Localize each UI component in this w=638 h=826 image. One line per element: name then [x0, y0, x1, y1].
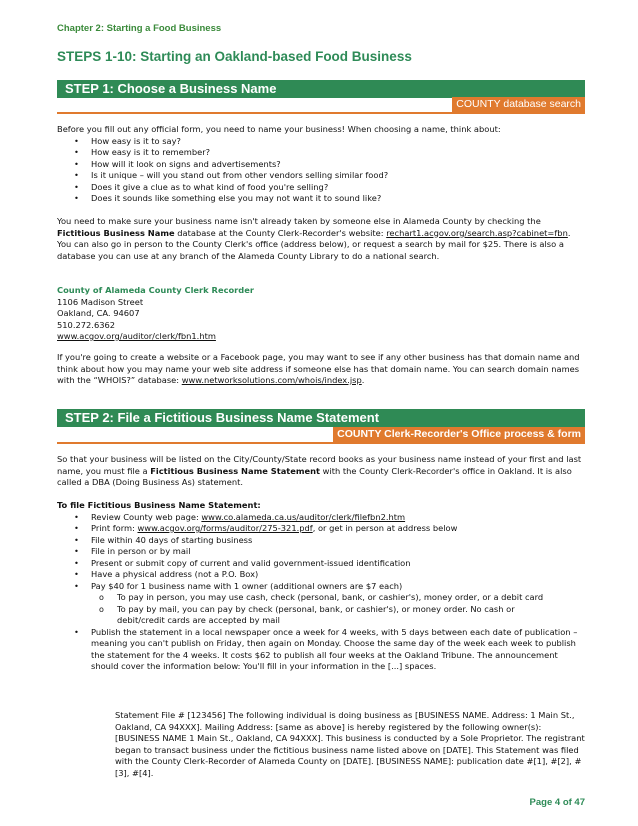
text: Review County web page:	[91, 511, 202, 522]
office-phone: 510.272.6362	[57, 319, 116, 330]
step1-divider	[57, 112, 585, 114]
text: with the County Clerk-Recorder's office in Oakland. It is also called a DBA (Doing Business As) statement.	[57, 465, 572, 487]
text-bold: Fictitious Business Name Statement	[150, 465, 321, 476]
to-file-label: To file Fictitious Business Name Statement:	[57, 500, 261, 510]
text: .	[361, 375, 365, 385]
list-item: • Publish the statement in a local newspaper once a week for 4 weeks, with 5 days between each date of publication – meaning you can't publish on Friday, then again on Monday. Choose the same day of the week each week to publish the statement for the 4 weeks. It costs $62 to publish all four weeks at the Oakland Tribune. The announcement should cover the information below: You'll fill in your information in the [...] spaces.	[57, 627, 581, 673]
page-number: Page 4 of 47	[529, 797, 585, 808]
page-title: STEPS 1-10: Starting an Oakland-based Food Business	[57, 49, 412, 64]
office-street: 1106 Madison Street	[57, 296, 144, 307]
list-item: • How easy is it to remember?	[57, 147, 587, 159]
list-item: • Present or submit copy of current and valid government-issued identification	[57, 558, 587, 570]
step1-tag: COUNTY database search	[452, 97, 585, 112]
filing-bullets	[57, 512, 587, 593]
publish-bullet	[57, 627, 587, 673]
list-item	[57, 523, 587, 535]
text: You need to make sure your business name isn't already taken by someone else in Alameda County by checking the	[57, 216, 541, 226]
text: If you're going to create a website or a Facebook page, you may want to see if any other business has that domain name and think about how you may name your web site address if someone else has that domain name. You can search domain names with the “WHOIS?” database:	[57, 352, 580, 385]
list-item: • Pay $40 for 1 business name with 1 owner (additional owners are $7 each)	[57, 581, 587, 593]
list-item: o To pay in person, you may use cash, check (personal, bank, or cashier's), money order, or a debit card	[57, 592, 545, 604]
step1-heading: STEP 1: Choose a Business Name	[57, 80, 585, 98]
print-form-link[interactable]: www.acgov.org/forms/auditor/275-321.pdf	[137, 523, 313, 533]
step2-divider	[57, 442, 585, 444]
step1-para3	[57, 352, 587, 387]
list-item	[57, 512, 587, 524]
list-item: • Does it sounds like something else you may not want it to sound like?	[57, 193, 587, 205]
chapter-header: Chapter 2: Starting a Food Business	[57, 23, 222, 34]
payment-subbullets	[57, 592, 587, 627]
text-bold: Fictitious Business Name	[57, 227, 175, 238]
step1-intro-block	[57, 124, 587, 205]
step1-para2	[57, 216, 587, 262]
step2-tag: COUNTY Clerk-Recorder's Office process & form	[333, 427, 585, 442]
county-webpage-link[interactable]: www.co.alameda.ca.us/auditor/clerk/filefbn2.htm	[201, 511, 406, 522]
list-item: • Is it unique – will you stand out from other vendors selling similar food?	[57, 170, 587, 182]
clerk-office-address	[57, 285, 587, 343]
list-item: • How will it look on signs and advertisements?	[57, 159, 587, 171]
list-item: • Does it give a clue as to what kind of food you're selling?	[57, 182, 587, 194]
step1-intro: Before you fill out any official form, you need to name your business! When choosing a name, think about:	[57, 124, 501, 134]
text: , or get in person at address below	[312, 523, 458, 533]
sample-statement	[57, 710, 637, 779]
list-item: • Have a physical address (not a P.O. Box)	[57, 569, 587, 581]
text: So that your business will be listed on the City/County/State record books as your business name instead of your first and last name, you must file a	[57, 454, 582, 476]
list-item: • File in person or by mail	[57, 546, 587, 558]
step1-bullets	[57, 136, 587, 205]
office-name: County of Alameda County Clerk Recorder	[57, 285, 254, 295]
fbn-search-link[interactable]: rechart1.acgov.org/search.asp?cabinet=fbn	[386, 227, 568, 238]
office-city: Oakland, CA. 94607	[57, 308, 140, 318]
text: Print form:	[91, 523, 138, 533]
sample-statement-text: Statement File # [123456] The following individual is doing business as [BUSINESS NAME. Address: 1 Main St., Oakland, CA 94XXX]. Mailing Address: [same as above] is hereby registered by the following owner(s): [BUSINESS NAME 1 Main St., Oakland, CA 94XXX]. This business is conducted by a Sole Proprietor. The registrant began to transact business under the fictitious business name listed above on [DATE]. This Statement was filed with the County Clerk-Recorder of Alameda County on [DATE]. [BUSINESS NAME]: publication date #[1], #[2], #[3], #[4].	[115, 710, 585, 778]
text: database at the County Clerk-Recorder's website:	[174, 227, 387, 238]
step2-heading: STEP 2: File a Fictitious Business Name Statement	[57, 409, 585, 427]
list-item: o To pay by mail, you can pay by check (personal, bank, or cashier's), or money order. No cash or debit/credit cards are accepted by mail	[57, 604, 545, 627]
office-url-link[interactable]: www.acgov.org/auditor/clerk/fbn1.htm	[57, 331, 216, 341]
whois-link[interactable]: www.networksolutions.com/whois/index.jsp	[181, 375, 362, 385]
list-item: • File within 40 days of starting business	[57, 535, 587, 547]
step2-para1	[57, 454, 587, 489]
step2-filing-block	[57, 500, 587, 673]
text: . You can also go in person to the County Clerk's office (address below), or request a search by mail for $25. There is also a database you can use at any branch of the Alameda County Library to do a national search.	[57, 227, 571, 261]
list-item: • How easy is it to say?	[57, 136, 587, 148]
